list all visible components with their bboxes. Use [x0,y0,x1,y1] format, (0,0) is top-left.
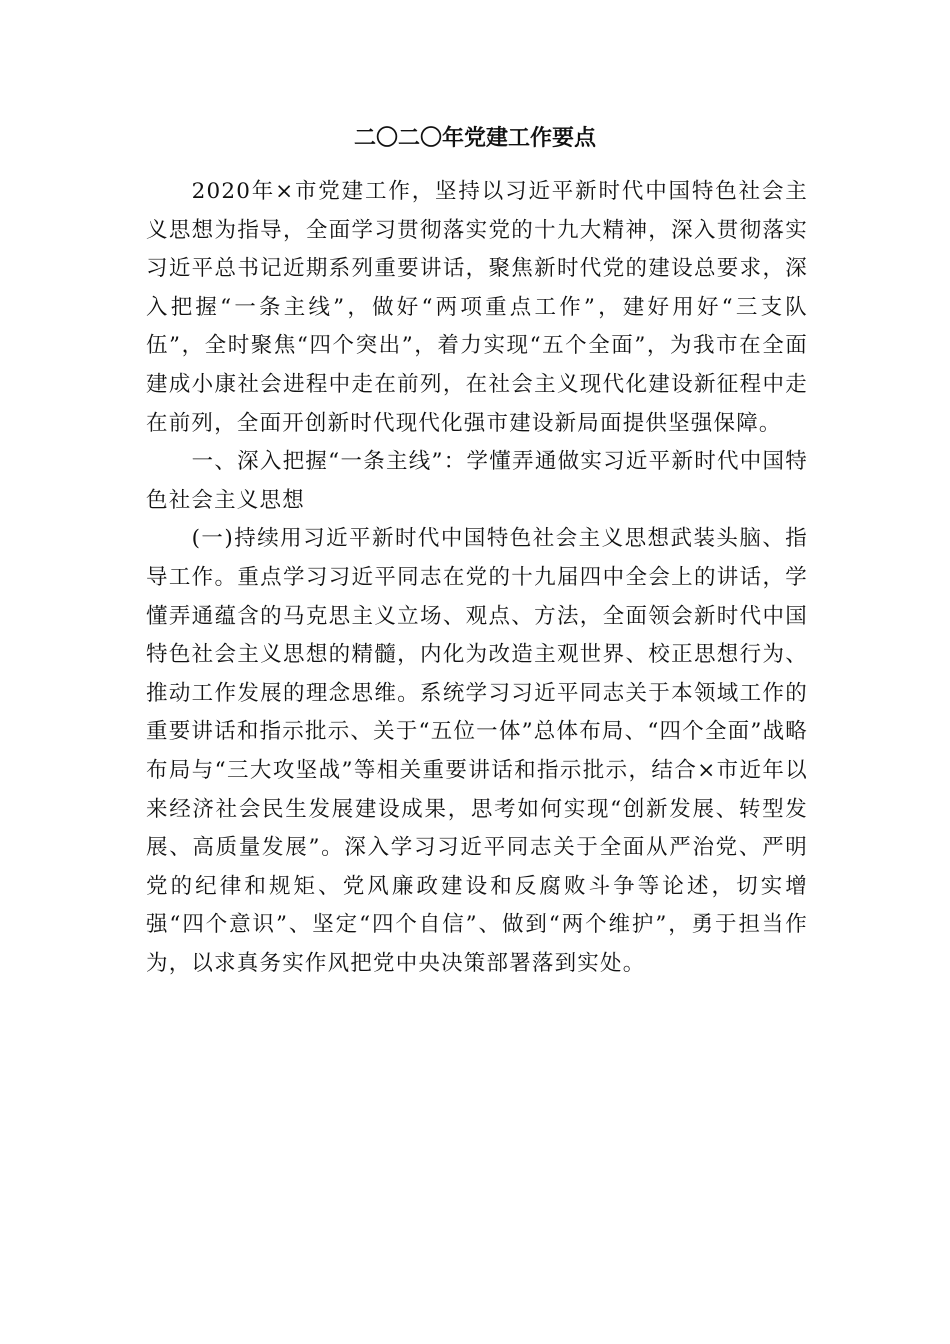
document-body [146,173,808,983]
section-heading-1: 一、深入把握“一条主线”：学懂弄通做实习近平新时代中国特色社会主义思想 [146,449,808,513]
paragraph-section-1-item-1: (一)持续用习近平新时代中国特色社会主义思想武装头脑、指导工作。重点学习习近平同志在党的十九届四中全会上的讲话，学懂弄通蕴含的马克思主义立场、观点、方法，全面领会新时代中国特色社会主义思想的精髓，内化为改造主观世界、校正思想行为、推动工作发展的理念思维。系统学习习近平同志关于本领域工作的重要讲话和指示批示、关于“五位一体”总体布局、“四个全面”战略布局与“三大攻坚战”等相关重要讲话和指示批示，结合×市近年以来经济社会民生发展建设成果，思考如何实现“创新发展、转型发展、高质量发展”。深入学习习近平同志关于全面从严治党、严明党的纪律和规矩、党风廉政建设和反腐败斗争等论述，切实增强“四个意识”、坚定“四个自信”、做到“两个维护”，勇于担当作为，以求真务实作风把党中央决策部署落到实处。 [146,526,808,976]
document-title: 二〇二〇年党建工作要点 [353,126,596,151]
paragraph-intro: 2020年×市党建工作，坚持以习近平新时代中国特色社会主义思想为指导，全面学习贯彻落实党的十九大精神，深入贯彻落实习近平总书记近期系列重要讲话，聚焦新时代党的建设总要求，深入把握“一条主线”，做好“两项重点工作”，建好用好“三支队伍”，全时聚焦“四个突出”，着力实现“五个全面”，为我市在全面建成小康社会进程中走在前列，在社会主义现代化建设新征程中走在前列，全面开创新时代现代化强市建设新局面提供坚强保障。 [146,179,808,436]
